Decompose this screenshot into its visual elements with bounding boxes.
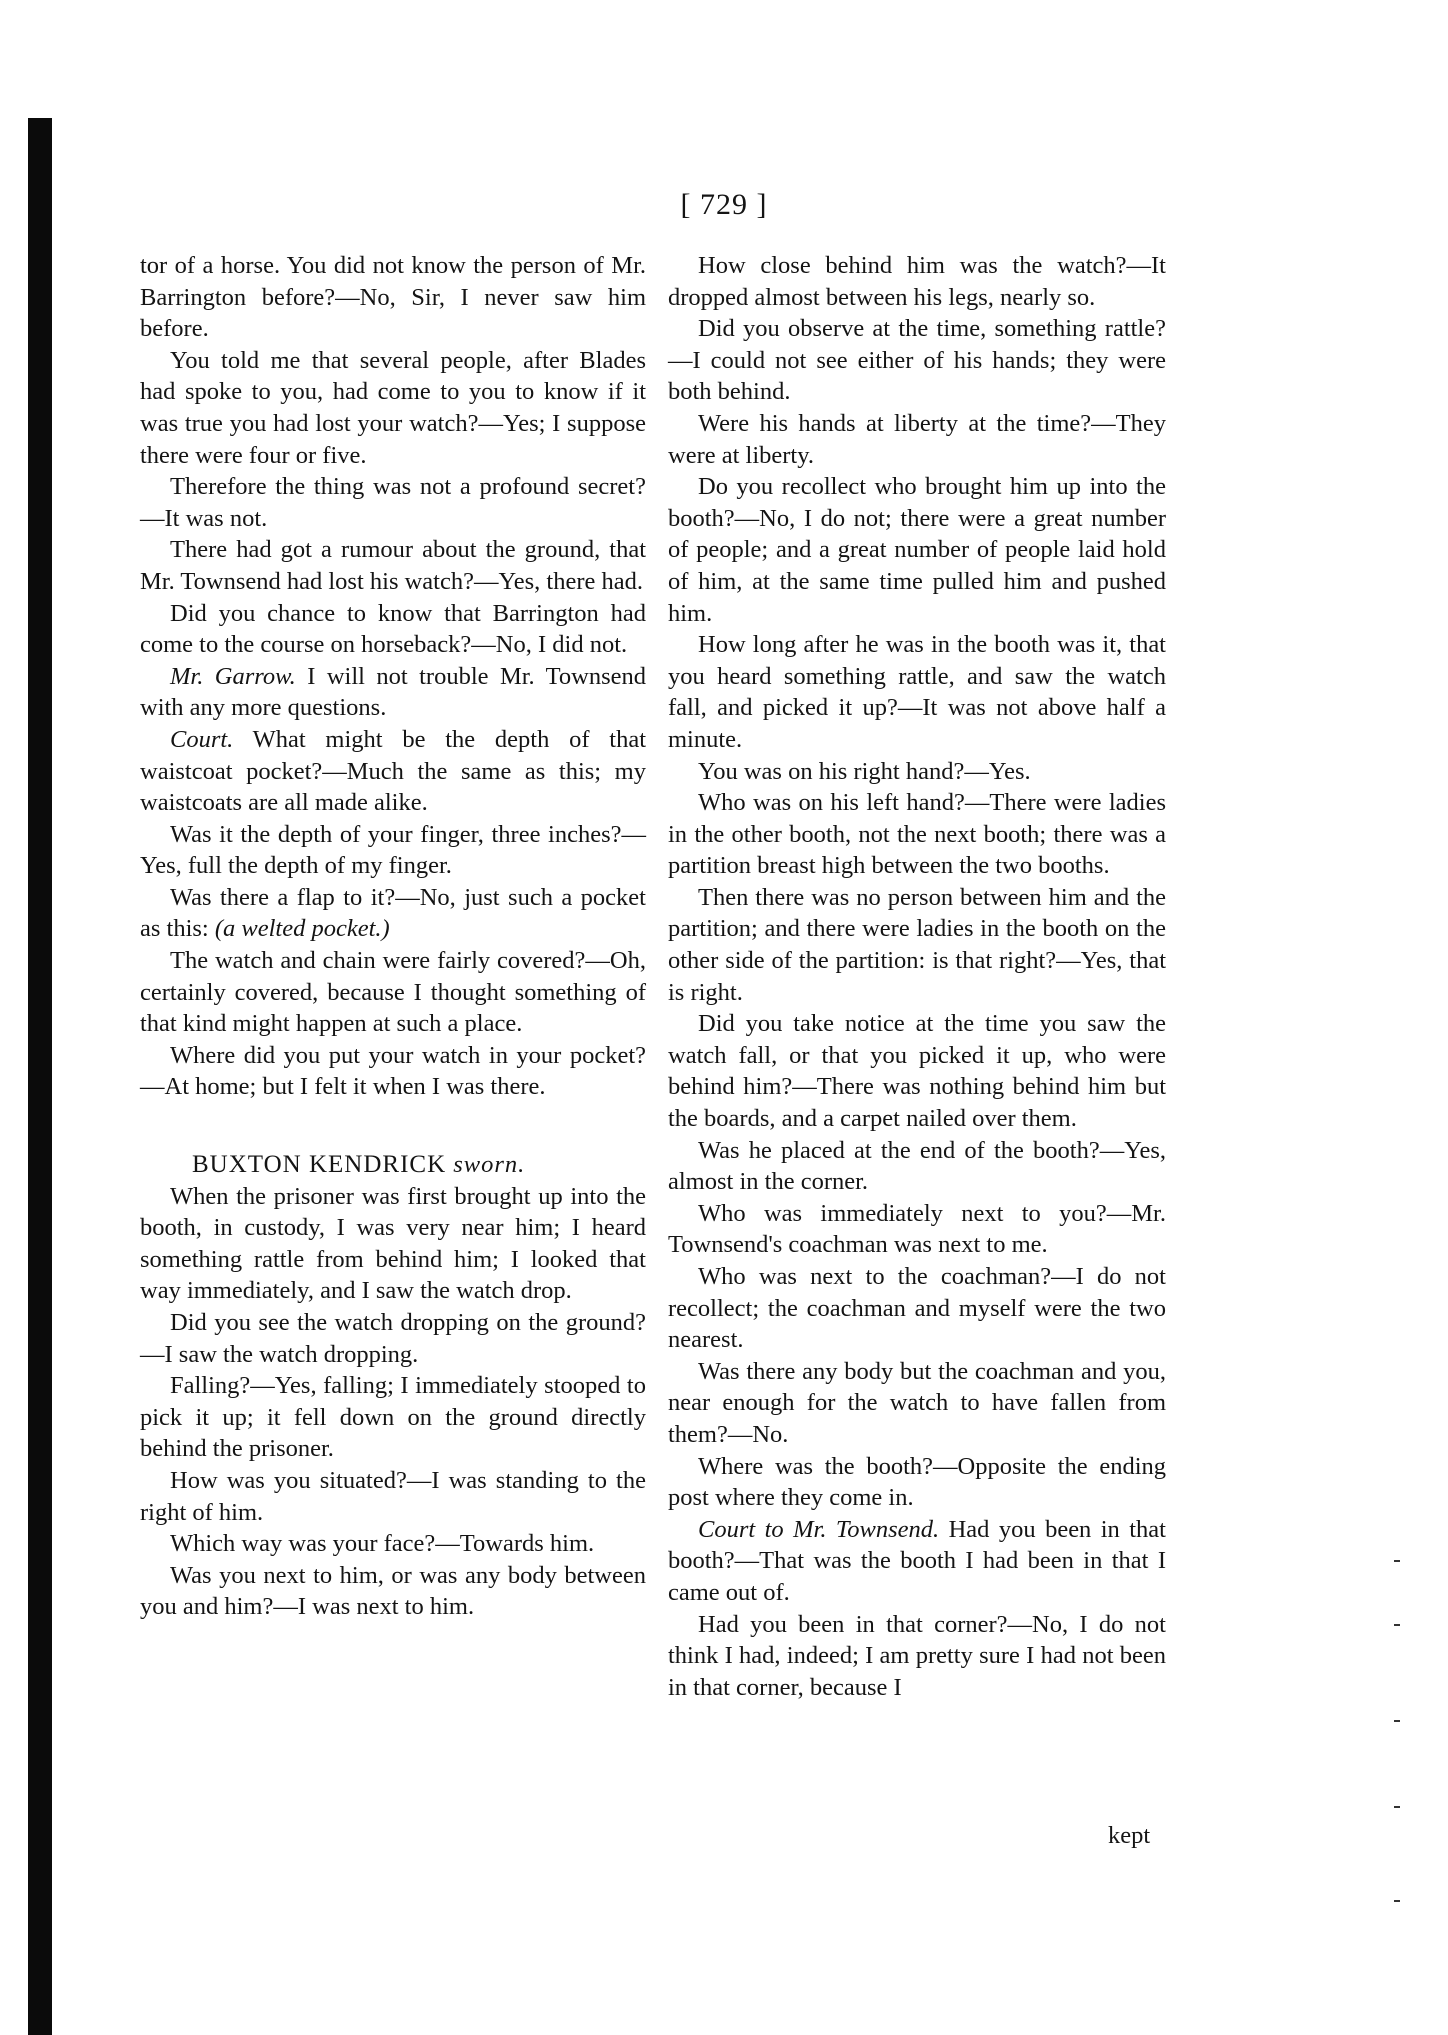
paragraph-text: What might be the depth of that waistcoat pocket?—Much the same as this; my waistcoats are all made alike. (140, 725, 646, 817)
speaker-label: Court. (170, 725, 234, 753)
binding-edge (28, 118, 52, 2035)
paragraph-text: Where did you put your watch in your pocket?—At home; but I felt it when I was there. (140, 1041, 646, 1101)
paragraph (668, 408, 1166, 471)
paragraph-text: Then there was no person between him and the partition; and there were ladies in the booth on the other side of the partition: is that right?—Yes, that is right. (668, 883, 1166, 1006)
paragraph-text: I will not trouble Mr. Townsend with any more questions. (140, 662, 647, 722)
paragraph-text: How was you situated?—I was standing to the right of him. (140, 1466, 646, 1526)
paragraph (668, 250, 1166, 313)
paragraph (140, 819, 646, 882)
paragraph-text: Do you recollect who brought him up into the booth?—No, I do not; there were a great number of people; and a great number of people laid hold of him, at the same time pulled him and pushed him. (668, 473, 1166, 627)
paragraph (140, 1528, 646, 1560)
paragraph (668, 1514, 1166, 1609)
paragraph-text: You was on his right hand?—Yes. (698, 757, 1031, 785)
paragraph (140, 882, 646, 945)
paragraph (140, 945, 646, 1040)
paragraph-text: Was it the depth of your finger, three inches?—Yes, full the depth of my finger. (140, 820, 646, 880)
paragraph-text: tor of a horse. You did not know the person of Mr. Barrington before?—No, Sir, I never saw him before. (140, 252, 646, 343)
paragraph (668, 1609, 1166, 1704)
paragraph-text: The watch and chain were fairly covered?—Oh, certainly covered, because I thought something of that kind might happen at such a place. (140, 947, 646, 1038)
paragraph-text: You told me that several people, after Blades had spoke to you, had come to you to know if it was true you had lost your watch?—Yes; I suppose there were four or five. (140, 346, 646, 469)
paragraph (140, 471, 646, 534)
paragraph-text: When the prisoner was first brought up into the booth, in custody, I was very near him; I heard something rattle from behind him; I looked that way immediately, and I saw the watch drop. (140, 1182, 646, 1305)
paragraph (668, 1451, 1166, 1514)
paragraph-text: Did you take notice at the time you saw the watch fall, or that you picked it up, who were behind him?—There was nothing behind him but the boards, and a carpet nailed over them. (668, 1010, 1166, 1133)
left-column (140, 250, 646, 1623)
speaker-label: Court to Mr. Townsend. (698, 1515, 940, 1543)
margin-mark (1394, 1806, 1400, 1808)
paragraph (668, 787, 1166, 882)
paragraph (140, 1307, 646, 1370)
paragraph-text: Did you observe at the time, something rattle?—I could not see either of his hands; they were both behind. (668, 315, 1166, 406)
paragraph (668, 1261, 1166, 1356)
paragraph-text: How long after he was in the booth was it, that you heard something rattle, and saw the watch fall, and picked it up?—It was not above half a minute. (668, 631, 1166, 753)
paragraph-text: Was there a flap to it?—No, just such a pocket as this: (140, 883, 646, 943)
margin-mark (1394, 1560, 1400, 1562)
paragraph-text: Did you see the watch dropping on the ground?—I saw the watch dropping. (140, 1309, 646, 1368)
paragraph (668, 1135, 1166, 1198)
paragraph (668, 471, 1166, 629)
margin-marks (1394, 1560, 1404, 1940)
page-number: [ 729 ] (680, 188, 768, 221)
paragraph (668, 1356, 1166, 1451)
witness-heading (140, 1149, 646, 1181)
paragraph-text: Was he placed at the end of the booth?—Yes, almost in the corner. (668, 1136, 1166, 1196)
paragraph (668, 1198, 1166, 1261)
paragraph-text: Therefore the thing was not a profound secret?—It was not. (140, 473, 646, 532)
paragraph (140, 661, 646, 724)
paragraph (140, 598, 646, 661)
speaker-label: Mr. Garrow. (170, 662, 296, 690)
paragraph (140, 1370, 646, 1465)
paragraph (140, 1181, 646, 1307)
paragraph-text: Did you chance to know that Barrington had come to the course on horseback?—No, I did not. (140, 599, 646, 659)
paragraph (140, 345, 646, 471)
margin-mark (1394, 1624, 1400, 1626)
right-column (668, 250, 1166, 1703)
left-paragraphs-before (140, 250, 646, 1103)
paragraph-text: Was you next to him, or was any body between you and him?—I was next to him. (140, 1561, 646, 1621)
paragraph (140, 250, 646, 345)
paragraph-text: Which way was your face?—Towards him. (170, 1530, 595, 1558)
paragraph-text: Had you been in that corner?—No, I do not think I had, indeed; I am pretty sure I had not been in that corner, because I (668, 1610, 1166, 1701)
witness-name: BUXTON KENDRICK (192, 1151, 447, 1179)
paragraph-text: Was there any body but the coachman and you, near enough for the watch to have fallen from them?—No. (668, 1357, 1166, 1448)
paragraph-text: Who was immediately next to you?—Mr. Townsend's coachman was next to me. (668, 1199, 1166, 1259)
paragraph-text: There had got a rumour about the ground, that Mr. Townsend had lost his watch?—Yes, there had. (140, 536, 646, 595)
paragraph (668, 756, 1166, 788)
margin-mark (1394, 1900, 1400, 1902)
paragraph-text: Falling?—Yes, falling; I immediately stooped to pick it up; it fell down on the ground directly behind the prisoner. (140, 1372, 646, 1463)
paragraph (668, 882, 1166, 1008)
witness-sworn: sworn. (453, 1151, 526, 1179)
paragraph (140, 534, 646, 597)
catchword: kept (1108, 1822, 1151, 1849)
paragraph-text: Who was on his left hand?—There were ladies in the other booth, not the next booth; there was a partition breast high between the two booths. (668, 789, 1166, 880)
paragraph-text: How close behind him was the watch?—It dropped almost between his legs, nearly so. (668, 252, 1166, 311)
paragraph (140, 1465, 646, 1528)
aside-note: (a welted pocket.) (214, 915, 390, 943)
paragraph (140, 1560, 646, 1623)
paragraph-text: Had you been in that booth?—That was the booth I had been in that I came out of. (668, 1515, 1166, 1606)
paragraph-text: Were his hands at liberty at the time?—They were at liberty. (668, 409, 1166, 469)
paragraph-text: Who was next to the coachman?—I do not recollect; the coachman and myself were the two nearest. (668, 1263, 1166, 1354)
paragraph (668, 629, 1166, 755)
margin-mark (1394, 1720, 1400, 1722)
paragraph-text: Where was the booth?—Opposite the ending post where they come in. (668, 1452, 1166, 1512)
paragraph (140, 724, 646, 819)
right-paragraphs (668, 250, 1166, 1703)
paragraph (668, 1008, 1166, 1134)
paragraph (668, 313, 1166, 408)
paragraph (140, 1040, 646, 1103)
left-paragraphs-after (140, 1181, 646, 1623)
